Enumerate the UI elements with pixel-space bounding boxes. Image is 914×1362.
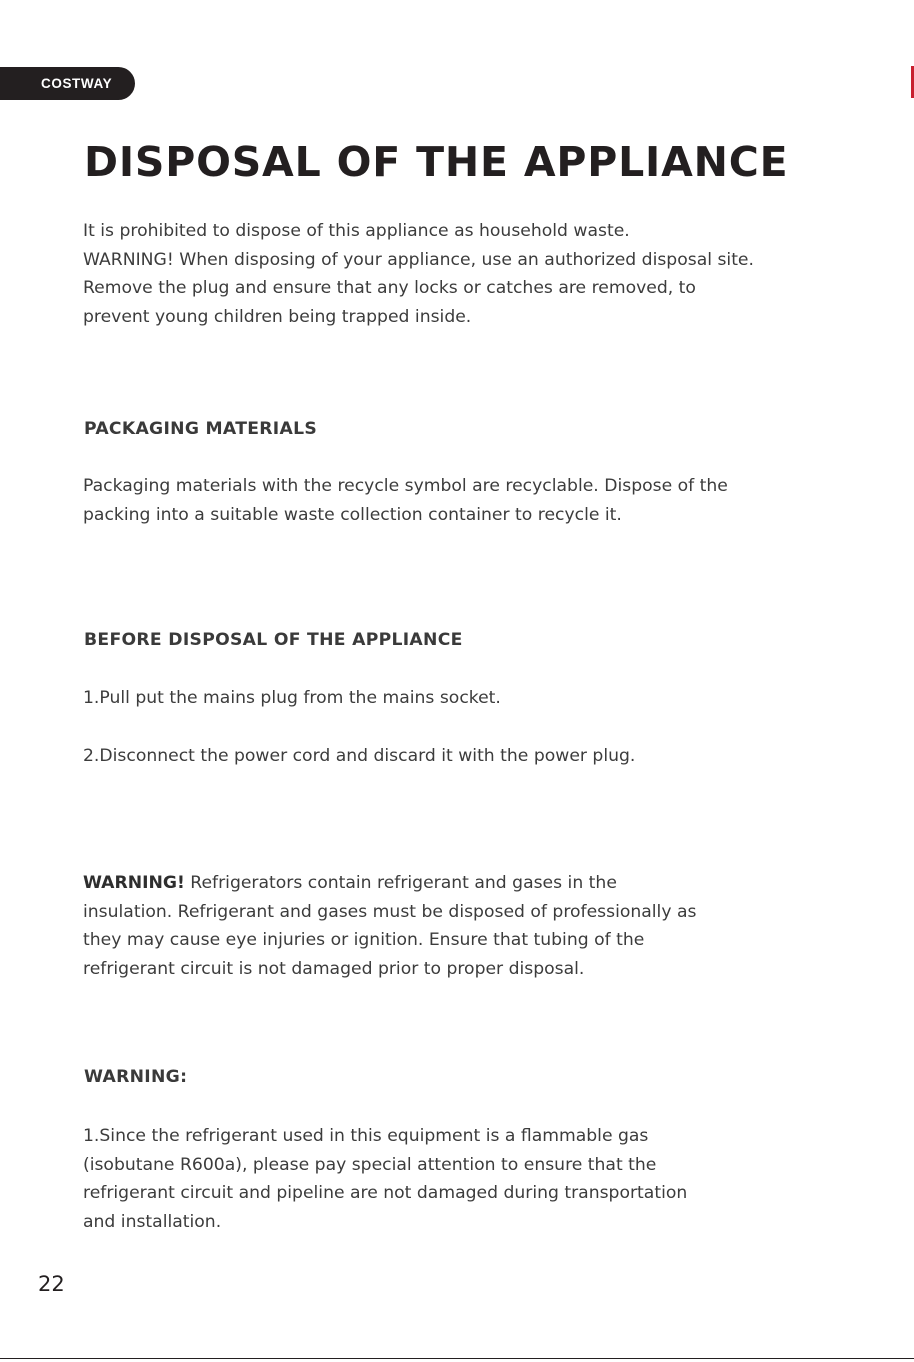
flammable-line: and installation. <box>83 1212 222 1233</box>
flammable-line: refrigerant circuit and pipeline are not damaged during transportation <box>83 1183 688 1204</box>
step-text: 2.Disconnect the power cord and discard it with the power plug. <box>83 746 636 766</box>
page-title: DISPOSAL OF THE APPLIANCE <box>84 138 789 186</box>
before-disposal-heading: BEFORE DISPOSAL OF THE APPLIANCE <box>84 630 463 650</box>
warning-line: insulation. Refrigerant and gases must be disposed of professionally as <box>83 901 697 922</box>
flammable-line: 1.Since the refrigerant used in this equipment is a flammable gas <box>83 1126 649 1146</box>
page-number: 22 <box>38 1272 65 1296</box>
warning-label: WARNING! <box>83 873 185 893</box>
packaging-line: Packaging materials with the recycle symbol are recyclable. Dispose of the <box>83 476 728 496</box>
step-text: 1.Pull put the mains plug from the mains socket. <box>83 688 501 708</box>
packaging-paragraph <box>83 472 883 529</box>
intro-paragraph <box>83 217 883 332</box>
intro-line: Remove the plug and ensure that any locks or catches are removed, to <box>83 278 696 299</box>
refrigerant-warning-paragraph <box>83 869 883 984</box>
warning-first-line <box>83 869 883 898</box>
intro-line: It is prohibited to dispose of this appliance as household waste. <box>83 221 630 241</box>
brand-logo-tab <box>0 67 135 100</box>
packaging-line: packing into a suitable waste collection container to recycle it. <box>83 504 622 525</box>
flammable-line: (isobutane R600a), please pay special attention to ensure that the <box>83 1154 657 1175</box>
packaging-heading: PACKAGING MATERIALS <box>84 419 318 439</box>
intro-line: prevent young children being trapped inside. <box>83 307 472 328</box>
flammable-warning-heading: WARNING: <box>84 1067 188 1087</box>
before-disposal-step-1 <box>83 684 883 713</box>
brand-name: COSTWAY <box>41 76 113 91</box>
intro-line: WARNING! When disposing of your appliance, use an authorized disposal site. <box>83 249 754 270</box>
before-disposal-step-2 <box>83 742 883 771</box>
warning-text: Refrigerators contain refrigerant and gases in the <box>184 873 617 893</box>
flammable-warning-paragraph <box>83 1122 883 1237</box>
warning-line: they may cause eye injuries or ignition. Ensure that tubing of the <box>83 930 645 951</box>
bottom-rule <box>0 1358 914 1359</box>
warning-line: refrigerant circuit is not damaged prior to proper disposal. <box>83 959 585 980</box>
